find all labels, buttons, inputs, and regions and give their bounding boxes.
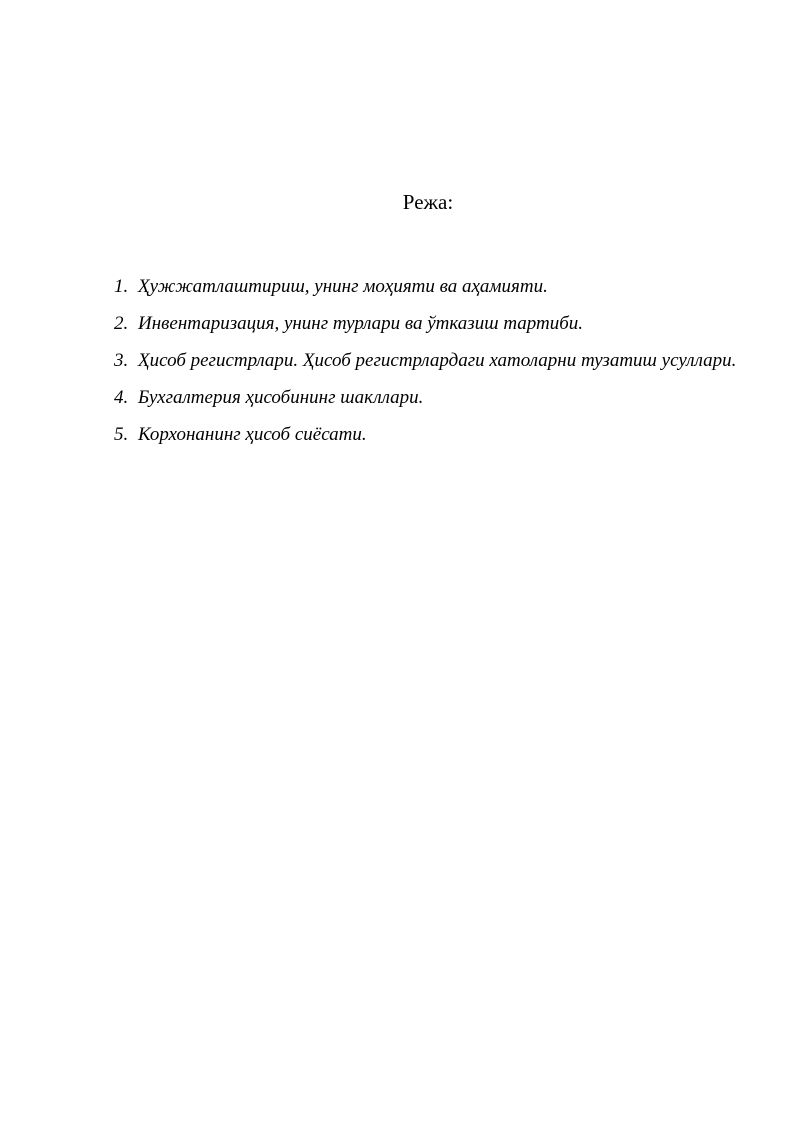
list-item-number: 3. bbox=[114, 350, 129, 371]
plan-list bbox=[114, 268, 754, 453]
list-item-text: Инвентаризация, унинг турлари ва ўтказиш тартиби. bbox=[138, 313, 584, 334]
list-item-text: Ҳисоб регистрлари. Ҳисоб регистрлардаги хатоларни тузатиш усуллари. bbox=[138, 350, 737, 371]
list-item-number: 1. bbox=[114, 276, 129, 297]
list-item bbox=[114, 268, 754, 305]
page-title: Режа: bbox=[402, 190, 454, 214]
list-item-text: Ҳужжатлаштириш, унинг моҳияти ва аҳамияти. bbox=[138, 276, 548, 297]
list-item-text: Корхонанинг ҳисоб сиёсати. bbox=[138, 424, 367, 445]
list-item-number: 2. bbox=[114, 313, 129, 334]
list-item-number: 4. bbox=[114, 387, 129, 408]
list-item bbox=[114, 379, 754, 416]
list-item bbox=[114, 416, 754, 453]
list-item bbox=[114, 342, 754, 379]
list-item bbox=[114, 305, 754, 342]
list-item-number: 5. bbox=[114, 424, 129, 445]
list-item-text: Бухгалтерия ҳисобининг шакллари. bbox=[138, 387, 424, 408]
